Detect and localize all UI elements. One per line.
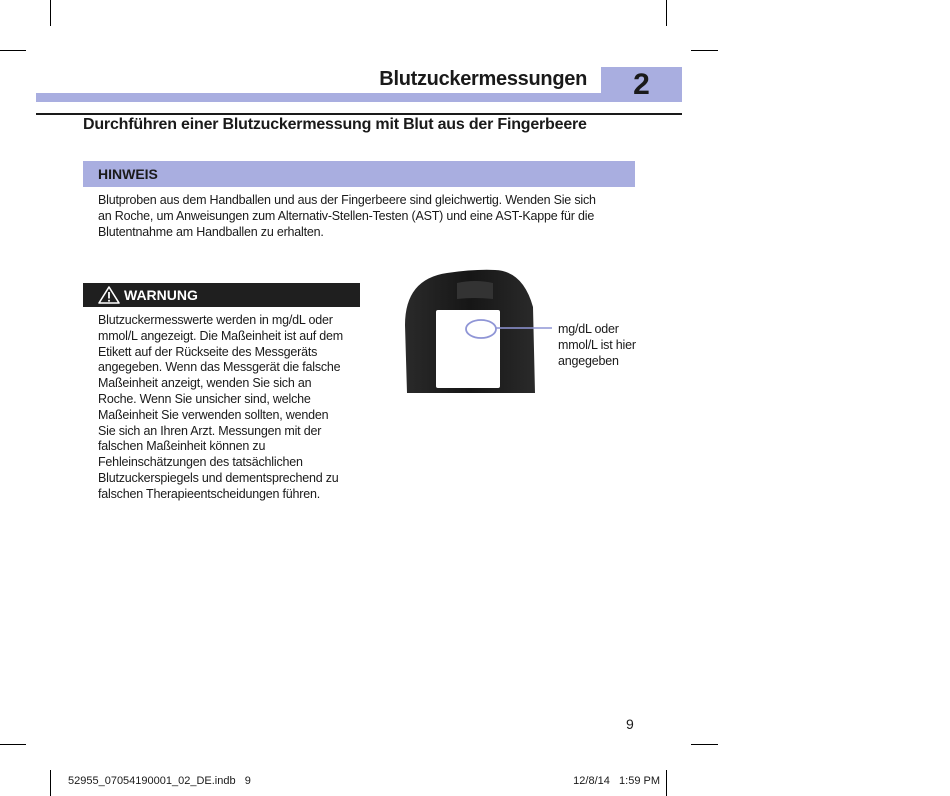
note-bar — [83, 161, 635, 187]
crop-mark — [0, 50, 26, 51]
crop-mark — [666, 0, 667, 26]
warning-triangle-icon — [98, 286, 120, 304]
crop-mark — [691, 50, 718, 51]
warning-label: WARNUNG — [124, 287, 198, 303]
footer-file: 52955_07054190001_02_DE.indb 9 — [68, 775, 251, 787]
meter-body-highlight — [457, 281, 493, 299]
crop-mark — [50, 0, 51, 26]
section-heading: Durchführen einer Blutzuckermessung mit Blut aus der Fingerbeere — [83, 116, 587, 133]
note-label: HINWEIS — [98, 166, 158, 182]
chapter-number: 2 — [633, 67, 650, 101]
crop-mark — [691, 744, 718, 745]
page-number: 9 — [626, 716, 634, 732]
crop-mark — [666, 770, 667, 796]
note-text: Blutproben aus dem Handballen und aus der Fingerbeere sind gleichwertig. Wenden Sie sich an Roche, um Anweisungen zum Alternativ-Stellen-Testen (AST) und eine AST-Kappe für die Blutentnahme am Handballen zu erhalten. — [98, 193, 596, 239]
chapter-number-box — [601, 67, 682, 102]
footer-datetime: 12/8/14 1:59 PM — [573, 775, 660, 787]
warning-text: Blutzuckermesswerte werden in mg/dL oder mmol/L angezeigt. Die Maßeinheit ist auf dem Etikett auf der Rückseite des Messgeräts angegeben. Wenn das Messgerät die falsche Maßeinheit anzeigt, wenden Sie sich an Roche. Wenn Sie unsicher sind, welche Maßeinheit Sie verwenden sollten, wenden Sie sich an Ihren Arzt. Messungen mit der falschen Maßeinheit können zu Fehleinschätzungen des tatsächlichen Blutzuckerspiegels und dementsprechend zu falschen Therapieentscheidungen führen. — [98, 313, 344, 501]
chapter-title: Blutzuckermessungen — [379, 68, 587, 90]
crop-mark — [50, 770, 51, 796]
warning-bar — [83, 283, 360, 307]
callout-text: mg/dL oder mmol/L ist hier angegeben — [558, 322, 636, 368]
crop-mark — [0, 744, 26, 745]
header-band — [36, 93, 601, 102]
